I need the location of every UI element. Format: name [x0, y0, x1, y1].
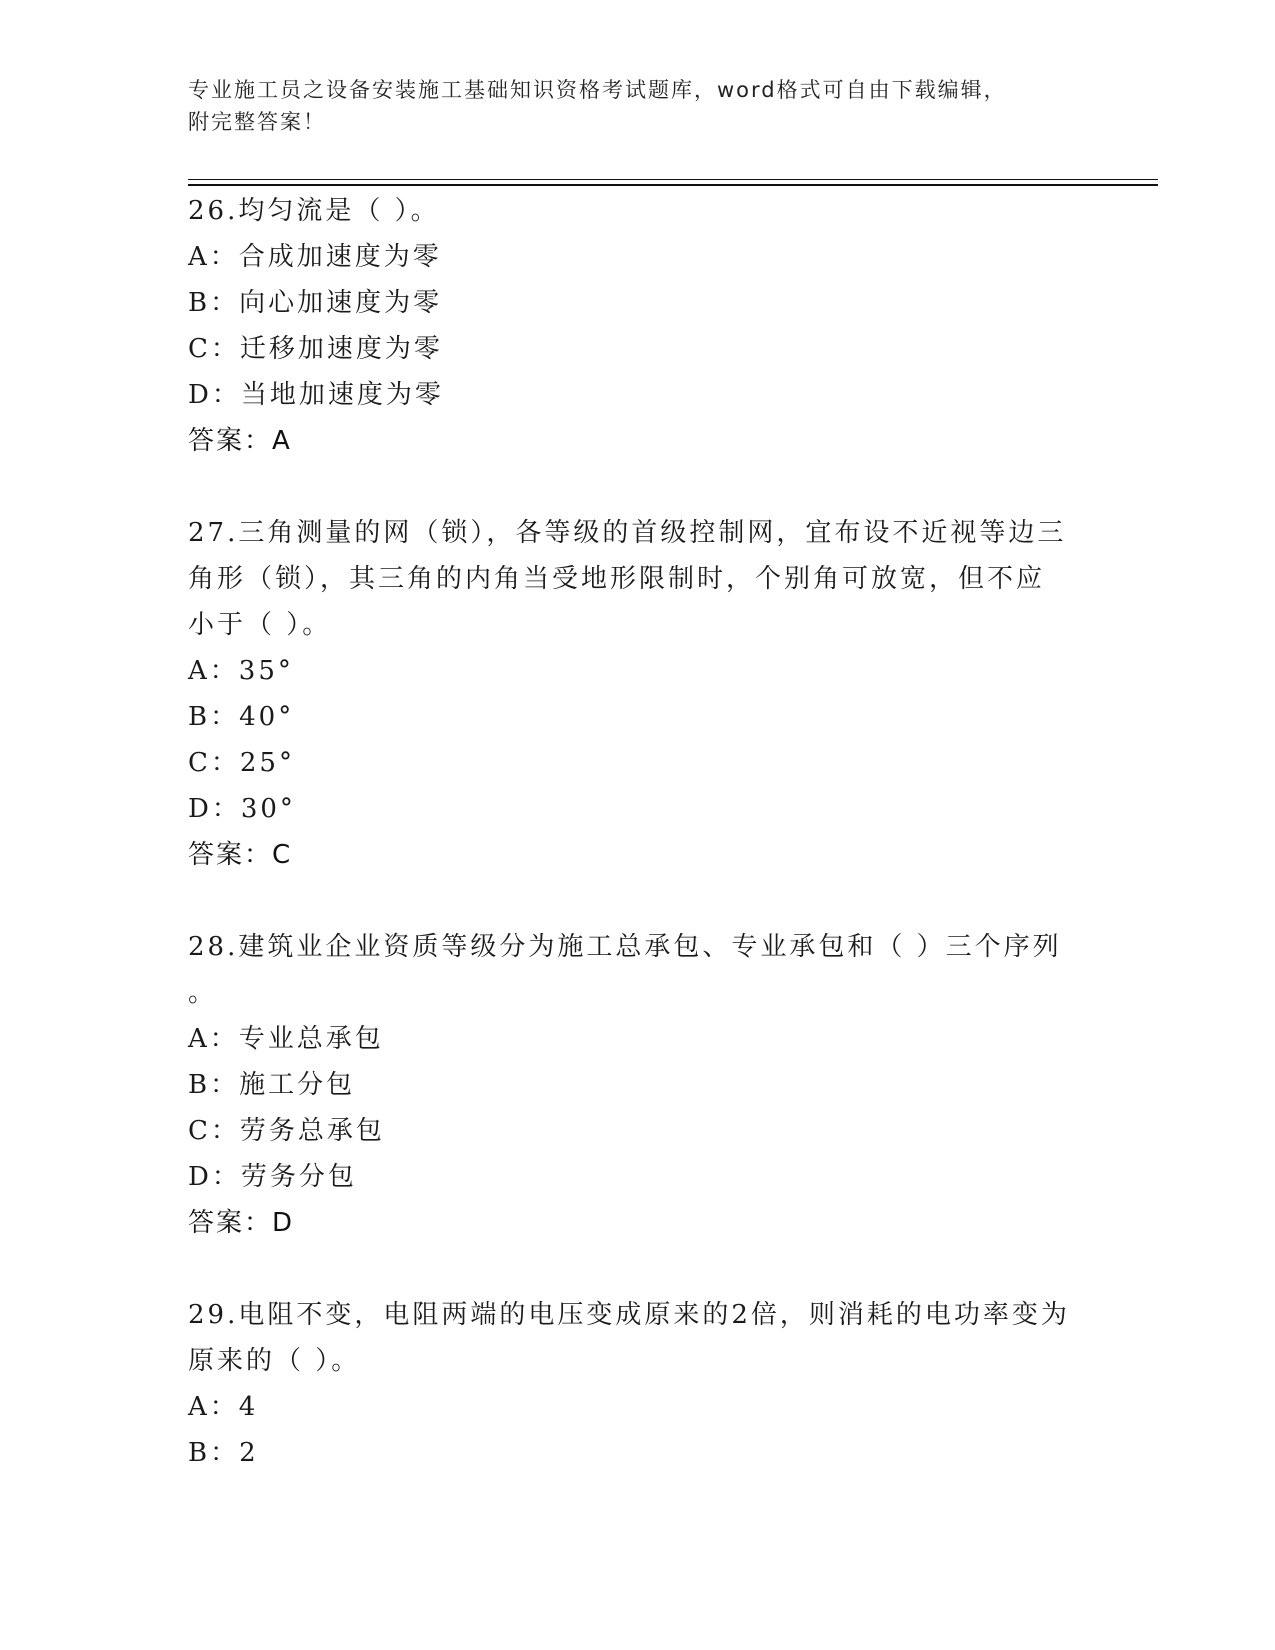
question-stem: 角形（锁），其三角的内角当受地形限制时，个别角可放宽，但不应 [188, 564, 1046, 594]
question-stem: 原来的（ ）。 [188, 1346, 361, 1376]
question-28 [188, 924, 1088, 1246]
option-b: B：向心加速度为零 [188, 288, 443, 318]
question-gap [188, 1246, 1088, 1292]
header-line-1: 专业施工员之设备安装施工基础知识资格考试题库，word格式可自由下载编辑， [188, 78, 1007, 102]
option-b: B：40° [188, 702, 295, 732]
option-d: D：30° [188, 794, 296, 824]
question-stem: 29.电阻不变，电阻两端的电压变成原来的2倍，则消耗的电功率变为 [188, 1300, 1070, 1330]
option-d: D：劳务分包 [188, 1162, 357, 1192]
header-divider-top [188, 179, 1158, 180]
option-b: B：2 [188, 1438, 259, 1468]
question-stem: 。 [188, 978, 218, 1008]
option-a: A：35° [188, 656, 294, 686]
answer: 答案：C [188, 840, 293, 870]
question-stem: 27.三角测量的网（锁），各等级的首级控制网，宜布设不近视等边三 [188, 518, 1067, 548]
question-26 [188, 188, 1088, 464]
option-d: D：当地加速度为零 [188, 380, 444, 410]
answer: 答案：A [188, 426, 292, 456]
question-29 [188, 1292, 1088, 1476]
option-c: C：迁移加速度为零 [188, 334, 443, 364]
option-a: A：4 [188, 1392, 259, 1422]
answer: 答案：D [188, 1208, 295, 1238]
question-stem: 小于（ ）。 [188, 610, 332, 640]
question-stem: 28.建筑业企业资质等级分为施工总承包、专业承包和（ ）三个序列 [188, 932, 1062, 962]
option-c: C：25° [188, 748, 295, 778]
option-a: A：合成加速度为零 [188, 242, 442, 272]
option-a: A：专业总承包 [188, 1024, 384, 1054]
option-b: B：施工分包 [188, 1070, 356, 1100]
question-stem: 26.均匀流是（ ）。 [188, 196, 440, 226]
header-line-2: 附完整答案！ [188, 110, 326, 134]
question-27 [188, 510, 1088, 878]
option-c: C：劳务总承包 [188, 1116, 385, 1146]
document-header [188, 74, 1068, 138]
question-gap [188, 464, 1088, 510]
header-divider-bottom [188, 184, 1158, 186]
question-gap [188, 878, 1088, 924]
question-list [188, 188, 1088, 1476]
